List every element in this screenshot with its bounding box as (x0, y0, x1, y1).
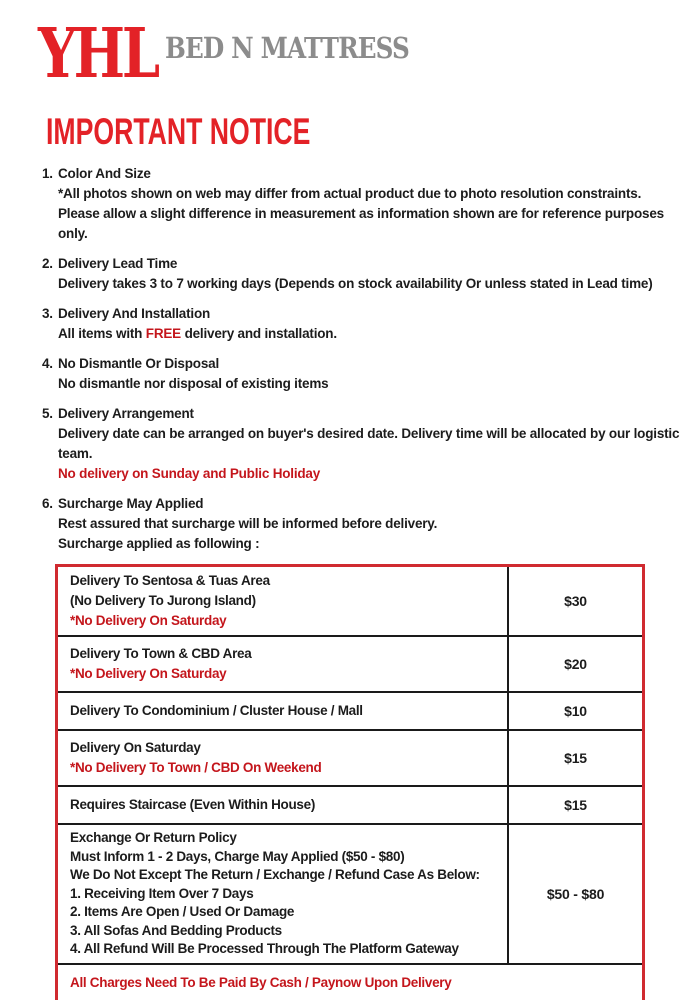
row-text-line: 2. Items Are Open / Used Or Damage (70, 904, 295, 919)
notice-item-surcharge (42, 494, 676, 554)
row-description (58, 567, 507, 635)
notice-number: 6. (42, 496, 53, 511)
notice-text-line: *All photos shown on web may differ from actual product due to photo resolution constraints. (58, 186, 642, 201)
free-highlight: FREE (145, 326, 181, 341)
row-text-line: 4. All Refund Will Be Processed Through The Platform Gateway (70, 941, 459, 956)
row-red-note: *No Delivery To Town / CBD On Weekend (70, 760, 322, 775)
surcharge-table (55, 564, 645, 1000)
table-row-staircase (58, 785, 642, 823)
notice-number: 3. (42, 306, 53, 321)
notice-title: Delivery Arrangement (58, 406, 194, 421)
notice-body (42, 324, 676, 344)
table-row-saturday (58, 729, 642, 785)
notice-heading (42, 404, 676, 424)
notice-text-line: Surcharge applied as following : (58, 536, 260, 551)
notice-text-segment: All items with (58, 326, 143, 341)
notice-number: 2. (42, 256, 53, 271)
table-footer-payment-note: All Charges Need To Be Paid By Cash / Paynow Upon Delivery (58, 963, 642, 1000)
row-description (58, 825, 507, 963)
notice-title: Delivery Lead Time (58, 256, 178, 271)
row-text-line: Delivery To Sentosa & Tuas Area (70, 573, 270, 588)
row-description (58, 693, 507, 729)
row-price: $20 (507, 637, 642, 691)
notice-list (42, 164, 680, 1000)
brand-logo (38, 16, 696, 98)
notice-text-line: Delivery takes 3 to 7 working days (Depends on stock availability Or unless stated in Lead time) (58, 276, 653, 291)
row-description (58, 731, 507, 785)
row-price: $10 (507, 693, 642, 729)
notice-text-line: No dismantle nor disposal of existing items (58, 376, 329, 391)
notice-heading (42, 354, 676, 374)
notice-heading (42, 494, 676, 514)
row-price: $30 (507, 567, 642, 635)
row-text-line: 1. Receiving Item Over 7 Days (70, 885, 254, 901)
notice-item-delivery-lead-time (42, 254, 676, 294)
notice-item-color-and-size (42, 164, 676, 244)
logo-tagline: BED N MATTRESS (164, 31, 409, 65)
notice-heading (42, 164, 676, 184)
notice-text-line (58, 324, 676, 344)
notice-text-line: Rest assured that surcharge will be informed before delivery. (58, 516, 438, 531)
row-text-line: Delivery On Saturday (70, 740, 201, 755)
notice-number: 1. (42, 166, 53, 181)
notice-title: Surcharge May Applied (58, 496, 204, 511)
row-text-line: We Do Not Except The Return / Exchange / Refund Case As Below: (70, 867, 480, 882)
row-description (58, 787, 507, 823)
notice-body (42, 514, 676, 554)
notice-text-line: Please allow a slight difference in measurement as information shown are for reference purposes (58, 206, 664, 221)
row-text-line: Delivery To Condominium / Cluster House / Mall (70, 703, 363, 718)
notice-heading (42, 304, 676, 324)
notice-number: 5. (42, 406, 53, 421)
notice-title: Delivery And Installation (58, 306, 211, 321)
notice-body (42, 374, 676, 394)
notice-item-no-dismantle (42, 354, 676, 394)
row-text-line: Requires Staircase (Even Within House) (70, 797, 316, 812)
page-title: IMPORTANT NOTICE (46, 111, 311, 152)
notice-text-segment: delivery and installation. (184, 326, 337, 341)
notice-item-delivery-and-installation (42, 304, 676, 344)
notice-title: No Dismantle Or Disposal (58, 356, 219, 371)
row-text-line: Exchange Or Return Policy (70, 830, 237, 845)
row-price: $15 (507, 731, 642, 785)
row-price: $50 - $80 (507, 825, 642, 963)
notice-red-note: No delivery on Sunday and Public Holiday (58, 466, 321, 481)
notice-body (42, 274, 676, 294)
row-price: $15 (507, 787, 642, 823)
notice-text-line: Delivery date can be arranged on buyer's desired date. Delivery time will be allocated by our logistic (58, 426, 680, 441)
notice-text-line: team. (58, 446, 93, 461)
notice-heading (42, 254, 676, 274)
table-row-sentosa-tuas (58, 567, 642, 635)
notice-item-delivery-arrangement (42, 404, 680, 484)
notice-text-line: only. (58, 226, 88, 241)
row-description (58, 637, 507, 691)
row-text-line: Must Inform 1 - 2 Days, Charge May Applied ($50 - $80) (70, 848, 405, 864)
notice-title: Color And Size (58, 166, 151, 181)
table-row-exchange-return (58, 823, 642, 963)
table-row-town-cbd (58, 635, 642, 691)
row-text-line: (No Delivery To Jurong Island) (70, 593, 256, 608)
row-red-note: *No Delivery On Saturday (70, 613, 227, 628)
notice-number: 4. (42, 356, 53, 371)
row-text-line: 3. All Sofas And Bedding Products (70, 922, 282, 938)
row-red-note: *No Delivery On Saturday (70, 666, 227, 681)
table-row-condominium (58, 691, 642, 729)
notice-body (42, 424, 680, 484)
notice-body (42, 184, 676, 244)
logo-monogram: YHL (38, 14, 157, 94)
row-text-line: Delivery To Town & CBD Area (70, 646, 252, 661)
